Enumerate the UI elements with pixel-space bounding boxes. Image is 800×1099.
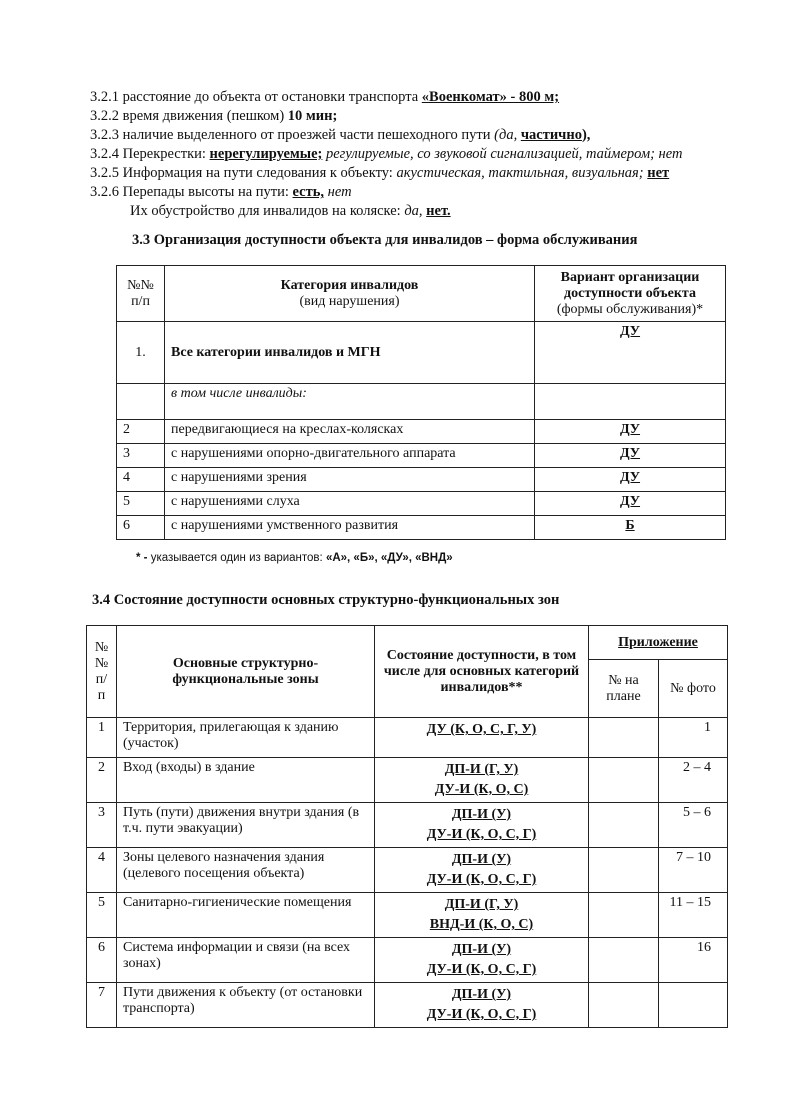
row-category: в том числе инвалиды: [165,384,535,420]
row-num: 1. [117,322,165,384]
row-num: 3 [87,803,117,848]
row-state [375,938,589,983]
table-header-row [117,266,726,322]
line-3-2-5 [90,164,770,183]
row-plan [589,718,659,758]
header-variant [535,266,726,322]
row-photo: 16 [659,938,728,983]
table-row [117,516,726,540]
table-row [117,468,726,492]
line-options: акустическая, тактильная, визуальная; [396,165,644,181]
footnote-text: указывается один из вариантов: [150,552,326,564]
row-zone: Система информации и связи (на всех зонах) [117,938,375,983]
state-line: ДП-И (У) [451,852,512,867]
row-state [375,718,589,758]
table-row [87,893,728,938]
row-state [375,893,589,938]
row-num: 4 [117,468,165,492]
state-line: ДП-И (У) [451,987,512,1002]
line-options: (да, [494,127,521,143]
header-variant-sub: (формы обслуживания)* [556,301,704,317]
row-value: ДУ [535,492,726,516]
row-zone: Путь (пути) движения внутри здания (в т.ч. пути эвакуации) [117,803,375,848]
table-row [117,492,726,516]
line-3-2-6 [90,183,770,202]
row-category: с нарушениями слуха [165,492,535,516]
state-line: ДП-И (Г, У) [444,762,519,777]
footnote-values: «А», «Б», «ДУ», «ВНД» [325,552,453,564]
footnote [136,552,453,564]
selected-option: нет [647,165,670,181]
row-value: ДУ [535,468,726,492]
line-options: нет [324,184,352,200]
row-value: ДУ [535,420,726,444]
line-text: 3.2.3 наличие выделенного от проезжей части пешеходного пути [90,127,495,143]
line-3-2-1 [90,88,770,107]
row-photo [659,983,728,1028]
row-plan [589,938,659,983]
header-photo: № фото [659,660,728,718]
table-row [87,803,728,848]
row-zone: Пути движения к объекту (от остановки транспорта) [117,983,375,1028]
row-num: 2 [87,758,117,803]
row-category: с нарушениями зрения [165,468,535,492]
header-category [165,266,535,322]
row-value: ДУ [535,444,726,468]
row-zone: Зоны целевого назначения здания (целевого посещения объекта) [117,848,375,893]
row-num [117,384,165,420]
row-state [375,803,589,848]
selected-option: есть, [292,184,324,200]
row-plan [589,983,659,1028]
state-line: ДУ-И (К, О, С, Г) [426,872,537,887]
row-num: 6 [117,516,165,540]
section-33-title: 3.3 Организация доступности объекта для инвалидов – форма обслуживания [132,232,638,248]
row-photo: 11 – 15 [659,893,728,938]
table-row [117,322,726,384]
table-row [87,718,728,758]
state-line: ДУ-И (К, О, С) [434,782,529,797]
row-zone: Вход (входы) в здание [117,758,375,803]
walk-time-value: 10 мин; [287,108,338,124]
state-line: ДП-И (У) [451,942,512,957]
row-plan [589,848,659,893]
section-32-lines [90,88,770,221]
row-num: 7 [87,983,117,1028]
line-text: 3.2.1 расстояние до объекта от остановки транспорта [90,89,422,105]
state-line: ДП-И (Г, У) [444,897,519,912]
selected-option: нерегулируемые; [209,146,323,162]
row-category: с нарушениями опорно-двигательного аппарата [165,444,535,468]
header-num: №№ п/п [117,266,165,322]
header-appendix: Приложение [589,626,728,660]
table-row [87,758,728,803]
line-text: 3.2.2 время движения (пешком) [90,108,288,124]
line-text: 3.2.4 Перекрестки: [90,146,210,162]
line-text: 3.2.5 Информация на пути следования к объекту: [90,165,397,181]
row-value [535,384,726,420]
line-text: Их обустройство для инвалидов на коляске: [130,203,405,219]
table-row [87,983,728,1028]
selected-option: нет. [426,203,451,219]
row-plan [589,803,659,848]
table-row [117,420,726,444]
row-num: 4 [87,848,117,893]
line-3-2-2 [90,107,770,126]
header-num: № № п/п [87,626,117,718]
section-34-title: 3.4 Состояние доступности основных структурно-функциональных зон [92,592,560,608]
header-category-main: Категория инвалидов [280,277,419,293]
state-line: ДУ-И (К, О, С, Г) [426,827,537,842]
row-zone: Территория, прилегающая к зданию (участок) [117,718,375,758]
selected-option: частично [520,127,582,143]
row-state [375,758,589,803]
row-photo: 5 – 6 [659,803,728,848]
row-zone: Санитарно-гигиенические помещения [117,893,375,938]
header-zones: Основные структурно-функциональные зоны [117,626,375,718]
row-plan [589,758,659,803]
table-row [87,848,728,893]
row-value: Б [535,516,726,540]
line-options: ), [581,127,591,143]
row-state [375,983,589,1028]
row-value: ДУ [535,322,726,384]
header-variant-main: Вариант организации доступности объекта [560,269,700,301]
table-header-row [87,626,728,660]
service-form-table [116,265,726,540]
row-state [375,848,589,893]
row-category: Все категории инвалидов и МГН [165,322,535,384]
state-line: ВНД-И (К, О, С) [429,917,534,932]
header-plan: № на плане [589,660,659,718]
header-category-sub: (вид нарушения) [299,293,400,309]
row-category: передвигающиеся на креслах-колясках [165,420,535,444]
row-photo: 2 – 4 [659,758,728,803]
table-row [117,384,726,420]
footnote-star: * - [136,552,151,564]
row-num: 5 [87,893,117,938]
header-state: Состояние доступности, в том числе для основных категорий инвалидов** [375,626,589,718]
state-line: ДУ-И (К, О, С, Г) [426,962,537,977]
line-3-2-4 [90,145,770,164]
line-options: да, [404,203,427,219]
row-num: 2 [117,420,165,444]
line-options: регулируемые, со звуковой сигнализацией, таймером; нет [322,146,683,162]
table-row [87,938,728,983]
zones-table [86,625,728,1028]
table-row [117,444,726,468]
line-3-2-3 [90,126,770,145]
row-photo: 7 – 10 [659,848,728,893]
state-line: ДП-И (У) [451,807,512,822]
row-num: 5 [117,492,165,516]
row-photo: 1 [659,718,728,758]
distance-value: «Военкомат» - 800 м; [421,89,560,105]
row-plan [589,893,659,938]
state-line: ДУ (К, О, С, Г, У) [426,722,537,737]
line-wheelchair [90,202,770,221]
row-num: 6 [87,938,117,983]
row-num: 3 [117,444,165,468]
row-category: с нарушениями умственного развития [165,516,535,540]
row-num: 1 [87,718,117,758]
line-text: 3.2.6 Перепады высоты на пути: [90,184,293,200]
state-line: ДУ-И (К, О, С, Г) [426,1007,537,1022]
